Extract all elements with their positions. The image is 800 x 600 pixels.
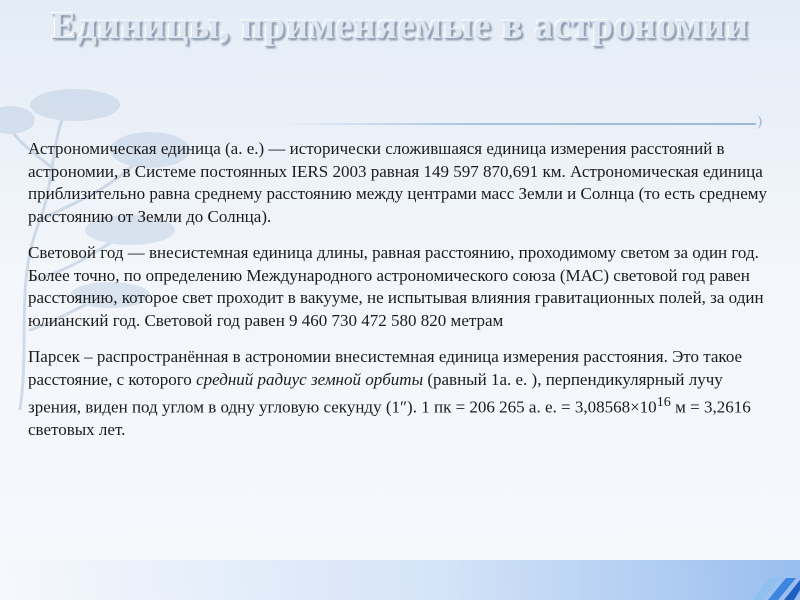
paragraph-astronomical-unit: Астрономическая единица (а. е.) — исторически сложившаяся единица измерения расстояний в астрономии, в Системе постоянных IERS 2003 равная 149 597 870,691 км. Астрономическая единица приблизительно равна среднему расстоянию между центрами масс Земли и Солнца (то есть среднему расстоянию от Земли до Солнца). (28, 139, 768, 226)
title-divider (280, 123, 756, 125)
slide-title: Единицы, применяемые в астрономии (51, 5, 749, 47)
paragraph-parsec (28, 346, 778, 442)
title-divider-end (752, 115, 762, 129)
parsec-text-2: (равный 1а. е. ), перпендикулярный лучу зрения, виден под углом в одну угловую секунду (1″). 1 пк = 206 265 а. е. = 3,08568×10 (28, 369, 723, 417)
parsec-text-1: Парсек – распространённая в астрономии внесистемная единица измерения расстояния. Это такое расстояние, с которого (28, 347, 743, 389)
corner-chevron-icon (740, 572, 800, 600)
parsec-text-3: м = 3,2616 световых лет. (28, 397, 751, 440)
slide-content (28, 138, 778, 456)
parsec-italic-term: средний радиус земной орбиты (196, 369, 424, 389)
parsec-exponent: 16 (656, 394, 671, 410)
paragraph-light-year: Световой год — внесистемная единица длины, равная расстоянию, проходимому светом за один год. Более точно, по определению Международного астрономического союза (МАС) световой год равен расстоянию, которое свет проходит в вакууме, не испытывая влияния гравитационных полей, за один юлианский год. Световой год равен 9 460 730 472 580 820 метрам (28, 243, 764, 330)
bottom-gradient-band (0, 560, 800, 600)
